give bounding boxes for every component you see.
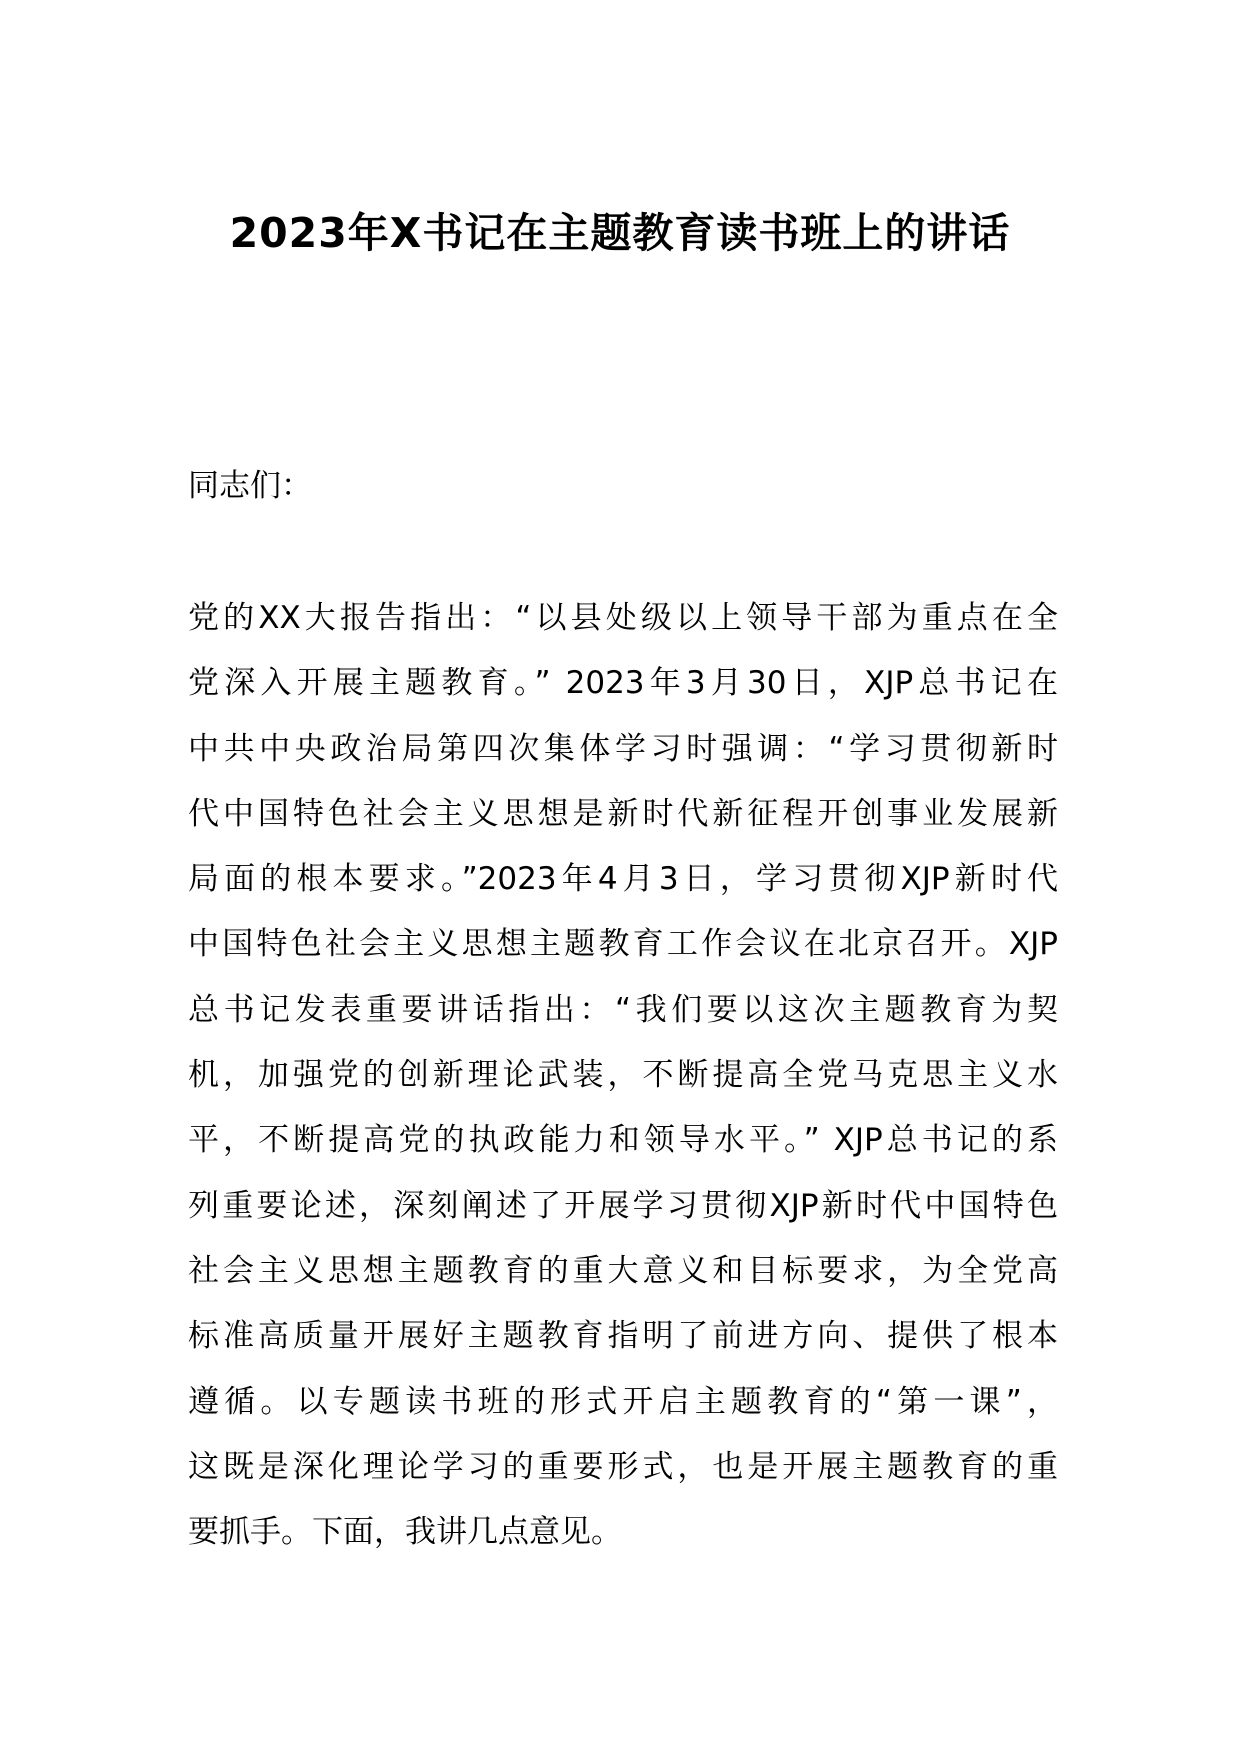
paragraph-line: 总书记发表重要讲话指出：“我们要以这次主题教育为契	[188, 991, 1058, 1028]
paragraph-line: 中共中央政治局第四次集体学习时强调：“学习贯彻新时	[188, 730, 1058, 767]
document-title: 2023年X书记在主题教育读书班上的讲话	[229, 209, 1011, 257]
paragraph-line: 社会主义思想主题教育的重大意义和目标要求，为全党高	[188, 1252, 1058, 1289]
paragraph-line: 列重要论述，深刻阐述了开展学习贯彻XJP新时代中国特色	[188, 1187, 1058, 1224]
salutation: 同志们：	[188, 468, 312, 504]
paragraph-line: 平，不断提高党的执政能力和领导水平。” XJP总书记的系	[188, 1122, 1058, 1159]
paragraph-line: 机，加强党的创新理论武装，不断提高全党马克思主义水	[188, 1057, 1058, 1094]
paragraph-line: 这既是深化理论学习的重要形式，也是开展主题教育的重	[188, 1448, 1058, 1485]
paragraph-line: 代中国特色社会主义思想是新时代新征程开创事业发展新	[188, 795, 1058, 832]
paragraph-line: 遵循。以专题读书班的形式开启主题教育的“第一课”，	[188, 1383, 1058, 1420]
paragraph-line: 党深入开展主题教育。” 2023年3月30日，XJP总书记在	[188, 665, 1058, 702]
body-paragraph	[188, 586, 1058, 1565]
paragraph-line: 中国特色社会主义思想主题教育工作会议在北京召开。XJP	[188, 926, 1058, 963]
paragraph-line: 党的XX大报告指出：“以县处级以上领导干部为重点在全	[188, 600, 1058, 636]
paragraph-line: 局面的根本要求。”2023年4月3日，学习贯彻XJP新时代	[188, 861, 1058, 898]
paragraph-line: 标准高质量开展好主题教育指明了前进方向、提供了根本	[188, 1318, 1058, 1355]
paragraph-line: 要抓手。下面，我讲几点意见。	[188, 1514, 622, 1551]
